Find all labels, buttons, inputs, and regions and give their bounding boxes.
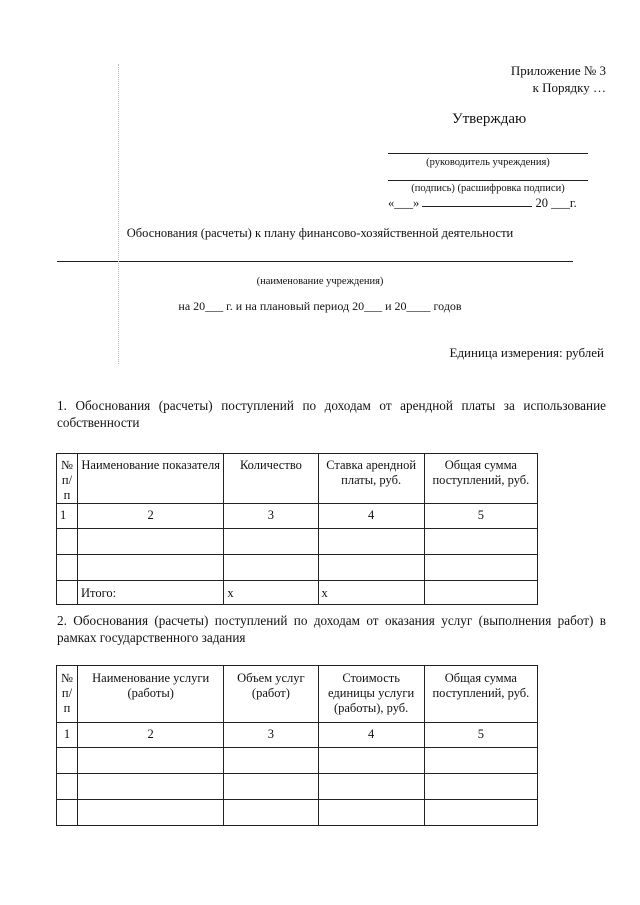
col-number-3: 3 (224, 723, 318, 748)
header-service: Наименование услуги (работы) (78, 666, 224, 723)
date-day-blank: ___ (394, 196, 413, 210)
table-number-row (57, 504, 538, 529)
date-open-quote: « (388, 196, 395, 210)
period-blank-2: ___ (364, 299, 383, 313)
header-unit-cost: Стоимость единицы услуги (работы), руб. (318, 666, 424, 723)
section-2-table (56, 665, 538, 826)
approval-title: Утверждаю (452, 111, 527, 127)
table-number-row (57, 723, 538, 748)
period-blank-1: ___ (205, 299, 224, 313)
col-number-2: 2 (78, 723, 224, 748)
total-row (57, 581, 538, 605)
col-number-3: 3 (224, 504, 318, 529)
period-blank-3: ____ (406, 299, 431, 313)
col-number-4: 4 (318, 504, 424, 529)
header-quantity: Количество (224, 454, 318, 504)
date-year-suffix: г. (569, 196, 577, 210)
total-quantity-x: x (224, 581, 318, 605)
table-row (57, 748, 538, 774)
appendix-order-ref: к Порядку … (532, 80, 606, 95)
table-row (57, 800, 538, 826)
scan-artifact (118, 64, 120, 364)
date-close-quote: » (413, 196, 420, 210)
header-number: № п/п (57, 454, 78, 504)
table-header-row (57, 454, 538, 504)
section-1-heading: 1. Обоснования (расчеты) поступлений по доходам от арендной платы за использование собственности (57, 398, 606, 430)
table-row (57, 774, 538, 800)
header-rate: Ставка арендной платы, руб. (318, 454, 424, 504)
org-name-line (57, 261, 573, 262)
header-number: № п/п (57, 666, 78, 723)
signature-line (388, 180, 588, 181)
head-caption: (руководитель учреждения) (426, 157, 550, 168)
date-year-blank: ___ (551, 196, 570, 210)
period-text-1: на 20 (178, 299, 206, 313)
appendix-reference (511, 62, 606, 96)
appendix-number: Приложение № 3 (510, 63, 606, 78)
table-row (57, 529, 538, 555)
org-caption: (наименование учреждения) (256, 276, 384, 287)
col-number-1: 1 (57, 723, 78, 748)
signature-caption: (подпись) (расшифровка подписи) (411, 183, 565, 194)
col-number-5: 5 (424, 504, 537, 529)
header-total: Общая сумма поступлений, руб. (424, 666, 537, 723)
header-volume: Объем услуг (работ) (224, 666, 318, 723)
header-total: Общая сумма поступлений, руб. (424, 454, 537, 504)
planning-period (0, 299, 640, 314)
total-label: Итого: (78, 581, 224, 605)
table-header-row (57, 666, 538, 723)
period-text-4: годов (430, 299, 462, 313)
unit-of-measure: Единица измерения: рублей (449, 345, 604, 360)
total-rate-x: x (318, 581, 424, 605)
col-number-5: 5 (424, 723, 537, 748)
table-row (57, 555, 538, 581)
period-text-2: г. и на плановый период 20 (223, 299, 365, 313)
col-number-2: 2 (78, 504, 224, 529)
period-text-3: и 20 (382, 299, 407, 313)
header-indicator: Наименование показателя (78, 454, 224, 504)
document-title: Обоснования (расчеты) к плану финансово-хозяйственной деятельности (126, 226, 514, 240)
date-month-line (422, 196, 532, 207)
col-number-4: 4 (318, 723, 424, 748)
date-year-prefix: 20 (535, 196, 548, 210)
head-signature-line (388, 153, 588, 154)
col-number-1: 1 (57, 504, 78, 529)
approval-date (388, 196, 577, 211)
section-2-heading: 2. Обоснования (расчеты) поступлений по доходам от оказания услуг (выполнения работ) в рамках государственного задания (57, 613, 606, 645)
section-1-table (56, 453, 538, 605)
